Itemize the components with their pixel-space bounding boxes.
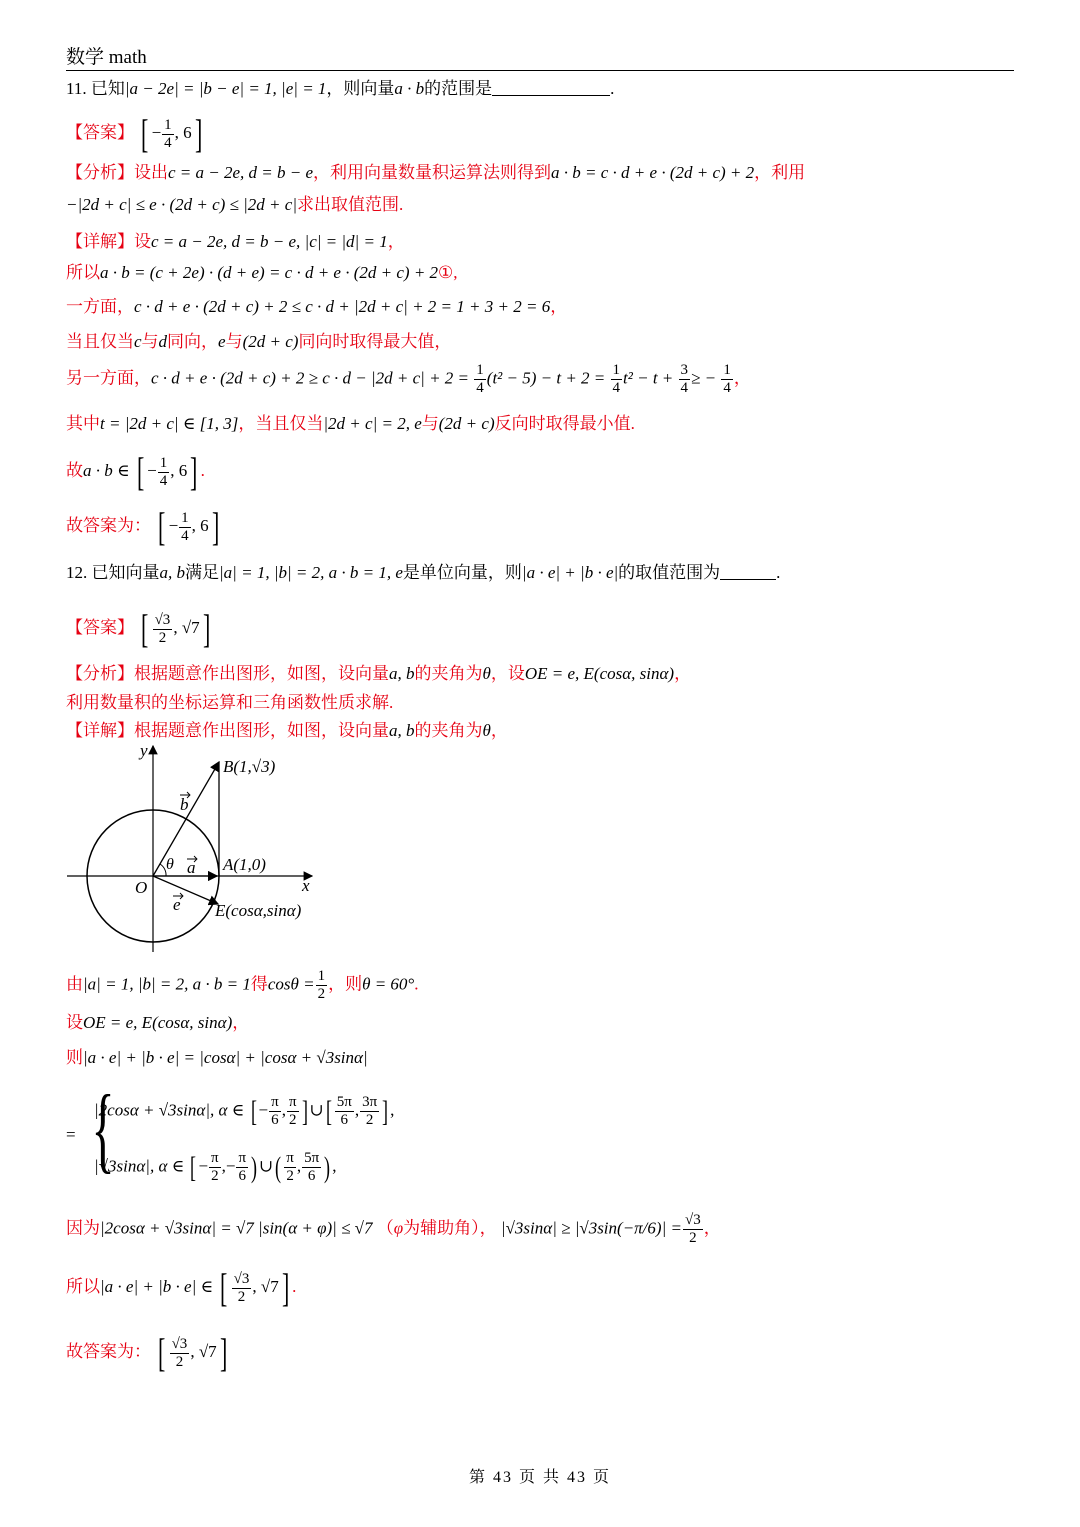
point-a-label: A(1,0): [223, 855, 266, 874]
q12-detail-line1: 【详解】根据题意作出图形，如图，设向量a, b的夹角为θ，: [66, 721, 508, 740]
piecewise-case-2: |√3sinα|, α ∈ [ − $\frac{\pi}{2}$ ,− $\frac{\pi}{6}$ ) ∪( $\frac{\pi}{2}$ , $\frac{5\pi}{6}$ ) ,: [94, 1150, 337, 1184]
q12-number: 12.: [66, 563, 88, 582]
page-header-title: 数学 math: [66, 47, 147, 68]
q11-number: 11.: [66, 79, 87, 98]
origin-label: O: [135, 878, 148, 897]
q11-answer: 【答案】 [ − $\frac{1}{4}$ , 6]: [66, 111, 203, 156]
q11-stem: 11. 已知|a − 2e| = |b − e| = 1, |e| = 1，则向量a · b的范围是 .: [66, 79, 615, 98]
q11-detail-line1: 【详解】设c = a − 2e, d = b − e, |c| = |d| = 1，: [66, 232, 405, 251]
unit-circle-figure: [62, 742, 332, 957]
q12-detail-line6: 所以|a · e| + |b · e| ∈ [ $\frac{√3}{2}$ , √7] .: [66, 1265, 297, 1310]
q11-detail-line2: 所以a · b = (c + 2e) · (d + e) = c · d + e · (2d + c) + 2①,: [66, 263, 458, 282]
q12-final: 故答案为： [ $\frac{√3}{2}$ , √7]: [66, 1330, 227, 1375]
answer-blank: [720, 565, 776, 580]
q11-analysis-line1: 【分析】设出c = a − 2e, d = b − e，利用向量数量积运算法则得到a · b = c · d + e · (2d + c) + 2，利用: [66, 163, 806, 182]
vector-b-arrow: [153, 762, 219, 876]
q12-analysis-line2: 利用数量积的坐标运算和三角函数性质求解.: [66, 693, 394, 712]
theta-label: θ: [166, 856, 174, 873]
piecewise-brace-icon: {: [91, 1075, 115, 1182]
q11-final: 故答案为： [ − $\frac{1}{4}$ , 6]: [66, 504, 220, 549]
answer-blank: [492, 81, 610, 96]
piecewise-case-1: |2cosα + √3sinα|, α ∈ [ − $\frac{\pi}{6}$ , $\frac{\pi}{2}$ ] ∪[ $\frac{5\pi}{6}$ , $\frac{3\pi}{2}$ ] ,: [94, 1094, 395, 1128]
q11-detail-line5: 另一方面，c · d + e · (2d + c) + 2 ≥ c · d − |2d + c| + 2 = $\frac{1}{4}$ (t² − 5) − t + 2 = $\frac{1}{4}$ t² − t + $\frac{3}{4}$ ≥ − $\frac{1}{4}$ ，: [66, 362, 751, 396]
point-e-label: E(cosα,sinα): [215, 901, 302, 920]
q11-detail-line4: 当且仅当c与d同向，e与(2d + c)同向时取得最大值，: [66, 332, 452, 351]
y-axis-label: y: [140, 742, 148, 760]
q12-detail-line4: 则|a · e| + |b · e| = |cosα| + |cosα + √3sinα|: [66, 1048, 368, 1067]
q12-stem: 12. 已知向量a, b满足|a| = 1, |b| = 2, a · b = 1, e是单位向量，则|a · e| + |b · e|的取值范围为 .: [66, 563, 781, 582]
q11-analysis-line2: −|2d + c| ≤ e · (2d + c) ≤ |2d + c|求出取值范围.: [66, 195, 404, 214]
q11-condition: |a − 2e| = |b − e| = 1, |e| = 1: [124, 79, 327, 98]
point-b-label: B(1,√3): [223, 757, 276, 776]
header-divider: [66, 70, 1014, 71]
page-footer: 第 43 页 共 43 页: [468, 1469, 611, 1486]
vector-a-label: a: [187, 858, 196, 877]
q11-detail-line6: 其中t = |2d + c| ∈ [1, 3]，当且仅当|2d + c| = 2, e与(2d + c)反向时取得最小值.: [66, 414, 635, 433]
vector-b-label: b: [180, 795, 189, 814]
q12-detail-line5: 因为|2cosα + √3sinα| = √7 |sin(α + φ)| ≤ √7 （φ为辅助角）， |√3sinα| ≥ |√3sin(−π/6)| = $\frac{√3}{2}$ ，: [66, 1212, 721, 1246]
q12-answer: 【答案】 [ $\frac{√3}{2}$ , √7]: [66, 606, 210, 651]
q12-detail-line2: 由|a| = 1, |b| = 2, a · b = 1得cosθ = $\frac{1}{2}$ ，则θ = 60°.: [66, 968, 419, 1002]
answer-tag: 【答案】: [66, 122, 134, 142]
q11-detail-line3: 一方面，c · d + e · (2d + c) + 2 ≤ c · d + |2d + c| + 2 = 1 + 3 + 2 = 6，: [66, 297, 568, 316]
q11-detail-line7: 故a · b ∈ [ − $\frac{1}{4}$ , 6] .: [66, 449, 205, 494]
vector-e-arrow: [153, 876, 218, 904]
vector-e-label: e: [173, 895, 181, 914]
equals-sign: =: [66, 1125, 76, 1144]
q12-detail-line3: 设OE = e, E(cosα, sinα)，: [66, 1013, 250, 1032]
q12-analysis-line1: 【分析】根据题意作出图形，如图，设向量a, b的夹角为θ，设OE = e, E(cosα, sinα)，: [66, 664, 692, 683]
x-axis-label: x: [302, 876, 310, 895]
